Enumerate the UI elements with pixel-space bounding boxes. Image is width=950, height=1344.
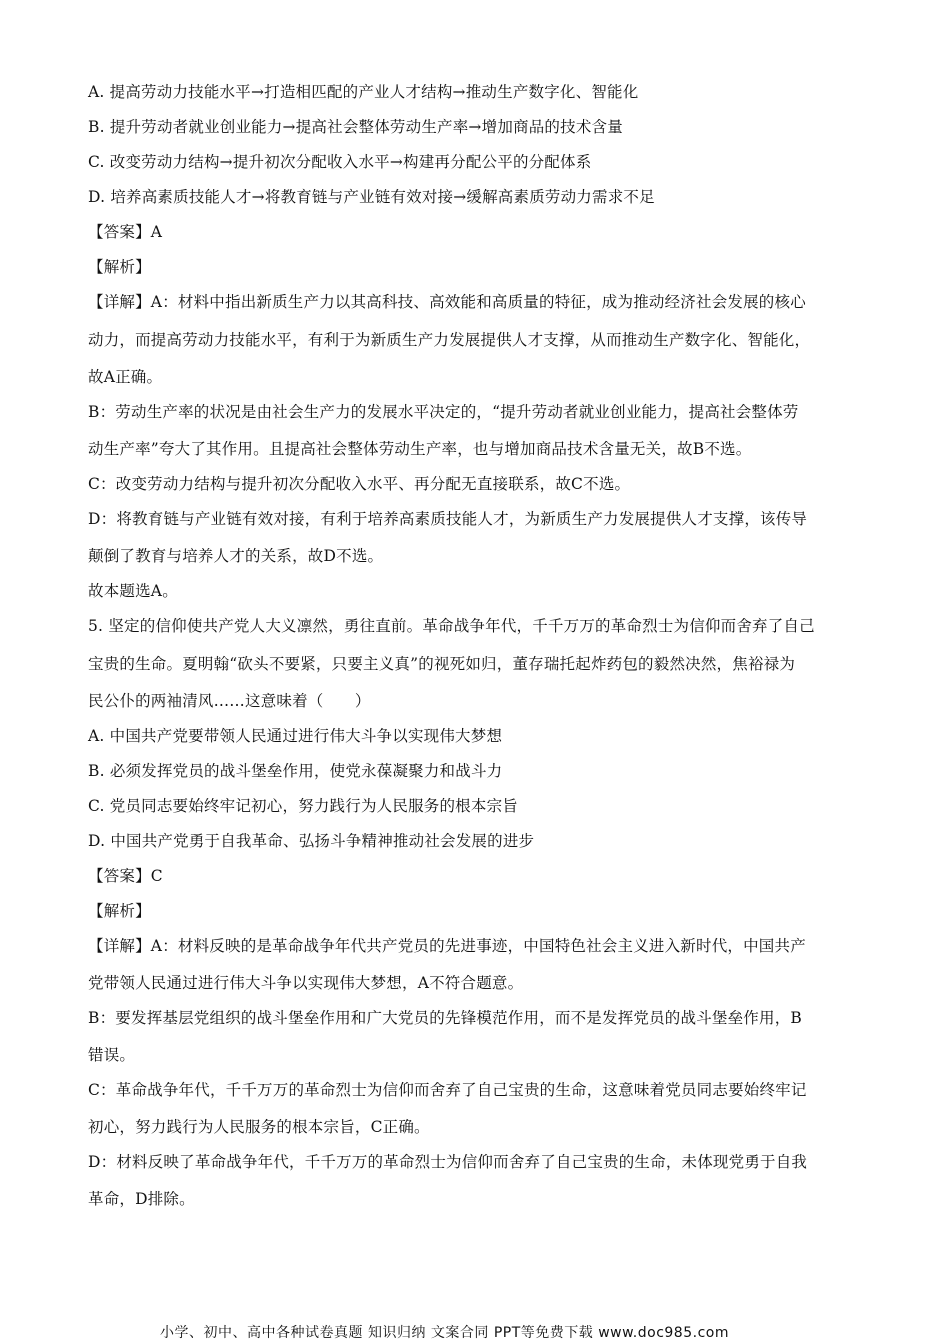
q4-detail-line: 【详解】A：材料中指出新质生产力以其高科技、高效能和高质量的特征，成为推动经济社会发展的核心 bbox=[88, 293, 806, 311]
q5-detail-line: D：材料反映了革命战争年代，千千万万的革命烈士为信仰而舍弃了自己宝贵的生命，未体现党勇于自我 bbox=[88, 1153, 808, 1171]
q4-detail-line: D：将教育链与产业链有效对接，有利于培养高素质技能人才，为新质生产力发展提供人才支撑，该传导 bbox=[88, 510, 808, 528]
q4-option-c: C. 改变劳动力结构→提升初次分配收入水平→构建再分配公平的分配体系 bbox=[88, 153, 592, 171]
q5-option-c: C. 党员同志要始终牢记初心，努力践行为人民服务的根本宗旨 bbox=[88, 797, 518, 815]
q5-detail-line: 错误。 bbox=[88, 1046, 136, 1064]
q5-option-a: A. 中国共产党要带领人民通过进行伟大斗争以实现伟大梦想 bbox=[88, 727, 503, 745]
q4-option-a: A. 提高劳动力技能水平→打造相匹配的产业人才结构→推动生产数字化、智能化 bbox=[88, 83, 639, 101]
q5-option-b: B. 必须发挥党员的战斗堡垒作用，使党永葆凝聚力和战斗力 bbox=[88, 762, 503, 780]
q5-answer: 【答案】C bbox=[88, 867, 163, 885]
q4-detail-line: 故本题选A。 bbox=[88, 582, 178, 600]
q5-stem-line: 5. 坚定的信仰使共产党人大义凛然，勇往直前。革命战争年代，千千万万的革命烈士为信仰而舍弃了自己 bbox=[88, 617, 815, 635]
q5-detail-line: 党带领人民通过进行伟大斗争以实现伟大梦想，A不符合题意。 bbox=[88, 974, 524, 992]
q5-detail-line: C：革命战争年代，千千万万的革命烈士为信仰而舍弃了自己宝贵的生命，这意味着党员同志要始终牢记 bbox=[88, 1081, 807, 1099]
q5-detail-line: 【详解】A：材料反映的是革命战争年代共产党员的先进事迹，中国特色社会主义进入新时代，中国共产 bbox=[88, 937, 806, 955]
q4-detail-line: C：改变劳动力结构与提升初次分配收入水平、再分配无直接联系，故C不选。 bbox=[88, 475, 631, 493]
page-footer: 小学、初中、高中各种试卷真题 知识归纳 文案合同 PPT等免费下载 www.doc985.com bbox=[160, 1325, 729, 1341]
q5-analysis-label: 【解析】 bbox=[88, 902, 151, 920]
q4-detail-line: 动生产率”夸大了其作用。且提高社会整体劳动生产率，也与增加商品技术含量无关，故B不选。 bbox=[88, 440, 752, 458]
q5-option-d: D. 中国共产党勇于自我革命、弘扬斗争精神推动社会发展的进步 bbox=[88, 832, 535, 850]
q4-option-b: B. 提升劳动者就业创业能力→提高社会整体劳动生产率→增加商品的技术含量 bbox=[88, 118, 623, 136]
q5-detail-line: 革命，D排除。 bbox=[88, 1190, 195, 1208]
q4-option-d: D. 培养高素质技能人才→将教育链与产业链有效对接→缓解高素质劳动力需求不足 bbox=[88, 188, 655, 206]
q4-detail-line: B：劳动生产率的状况是由社会生产力的发展水平决定的，“提升劳动者就业创业能力，提高社会整体劳 bbox=[88, 403, 799, 421]
q5-stem-line: 宝贵的生命。夏明翰“砍头不要紧，只要主义真”的视死如归，董存瑞托起炸药包的毅然决然，焦裕禄为 bbox=[88, 655, 796, 673]
q5-detail-line: 初心，努力践行为人民服务的根本宗旨，C正确。 bbox=[88, 1118, 430, 1136]
q5-stem-line: 民公仆的两袖清风……这意味着（ ） bbox=[88, 692, 371, 710]
q4-answer: 【答案】A bbox=[88, 223, 163, 241]
q4-detail-line: 颠倒了教育与培养人才的关系，故D不选。 bbox=[88, 547, 384, 565]
q5-detail-line: B：要发挥基层党组织的战斗堡垒作用和广大党员的先锋模范作用，而不是发挥党员的战斗堡垒作用，B bbox=[88, 1009, 802, 1027]
q4-detail-line: 动力，而提高劳动力技能水平，有利于为新质生产力发展提供人才支撑，从而推动生产数字化、智能化， bbox=[88, 331, 811, 349]
q4-analysis-label: 【解析】 bbox=[88, 258, 151, 276]
q4-detail-line: 故A正确。 bbox=[88, 368, 163, 386]
